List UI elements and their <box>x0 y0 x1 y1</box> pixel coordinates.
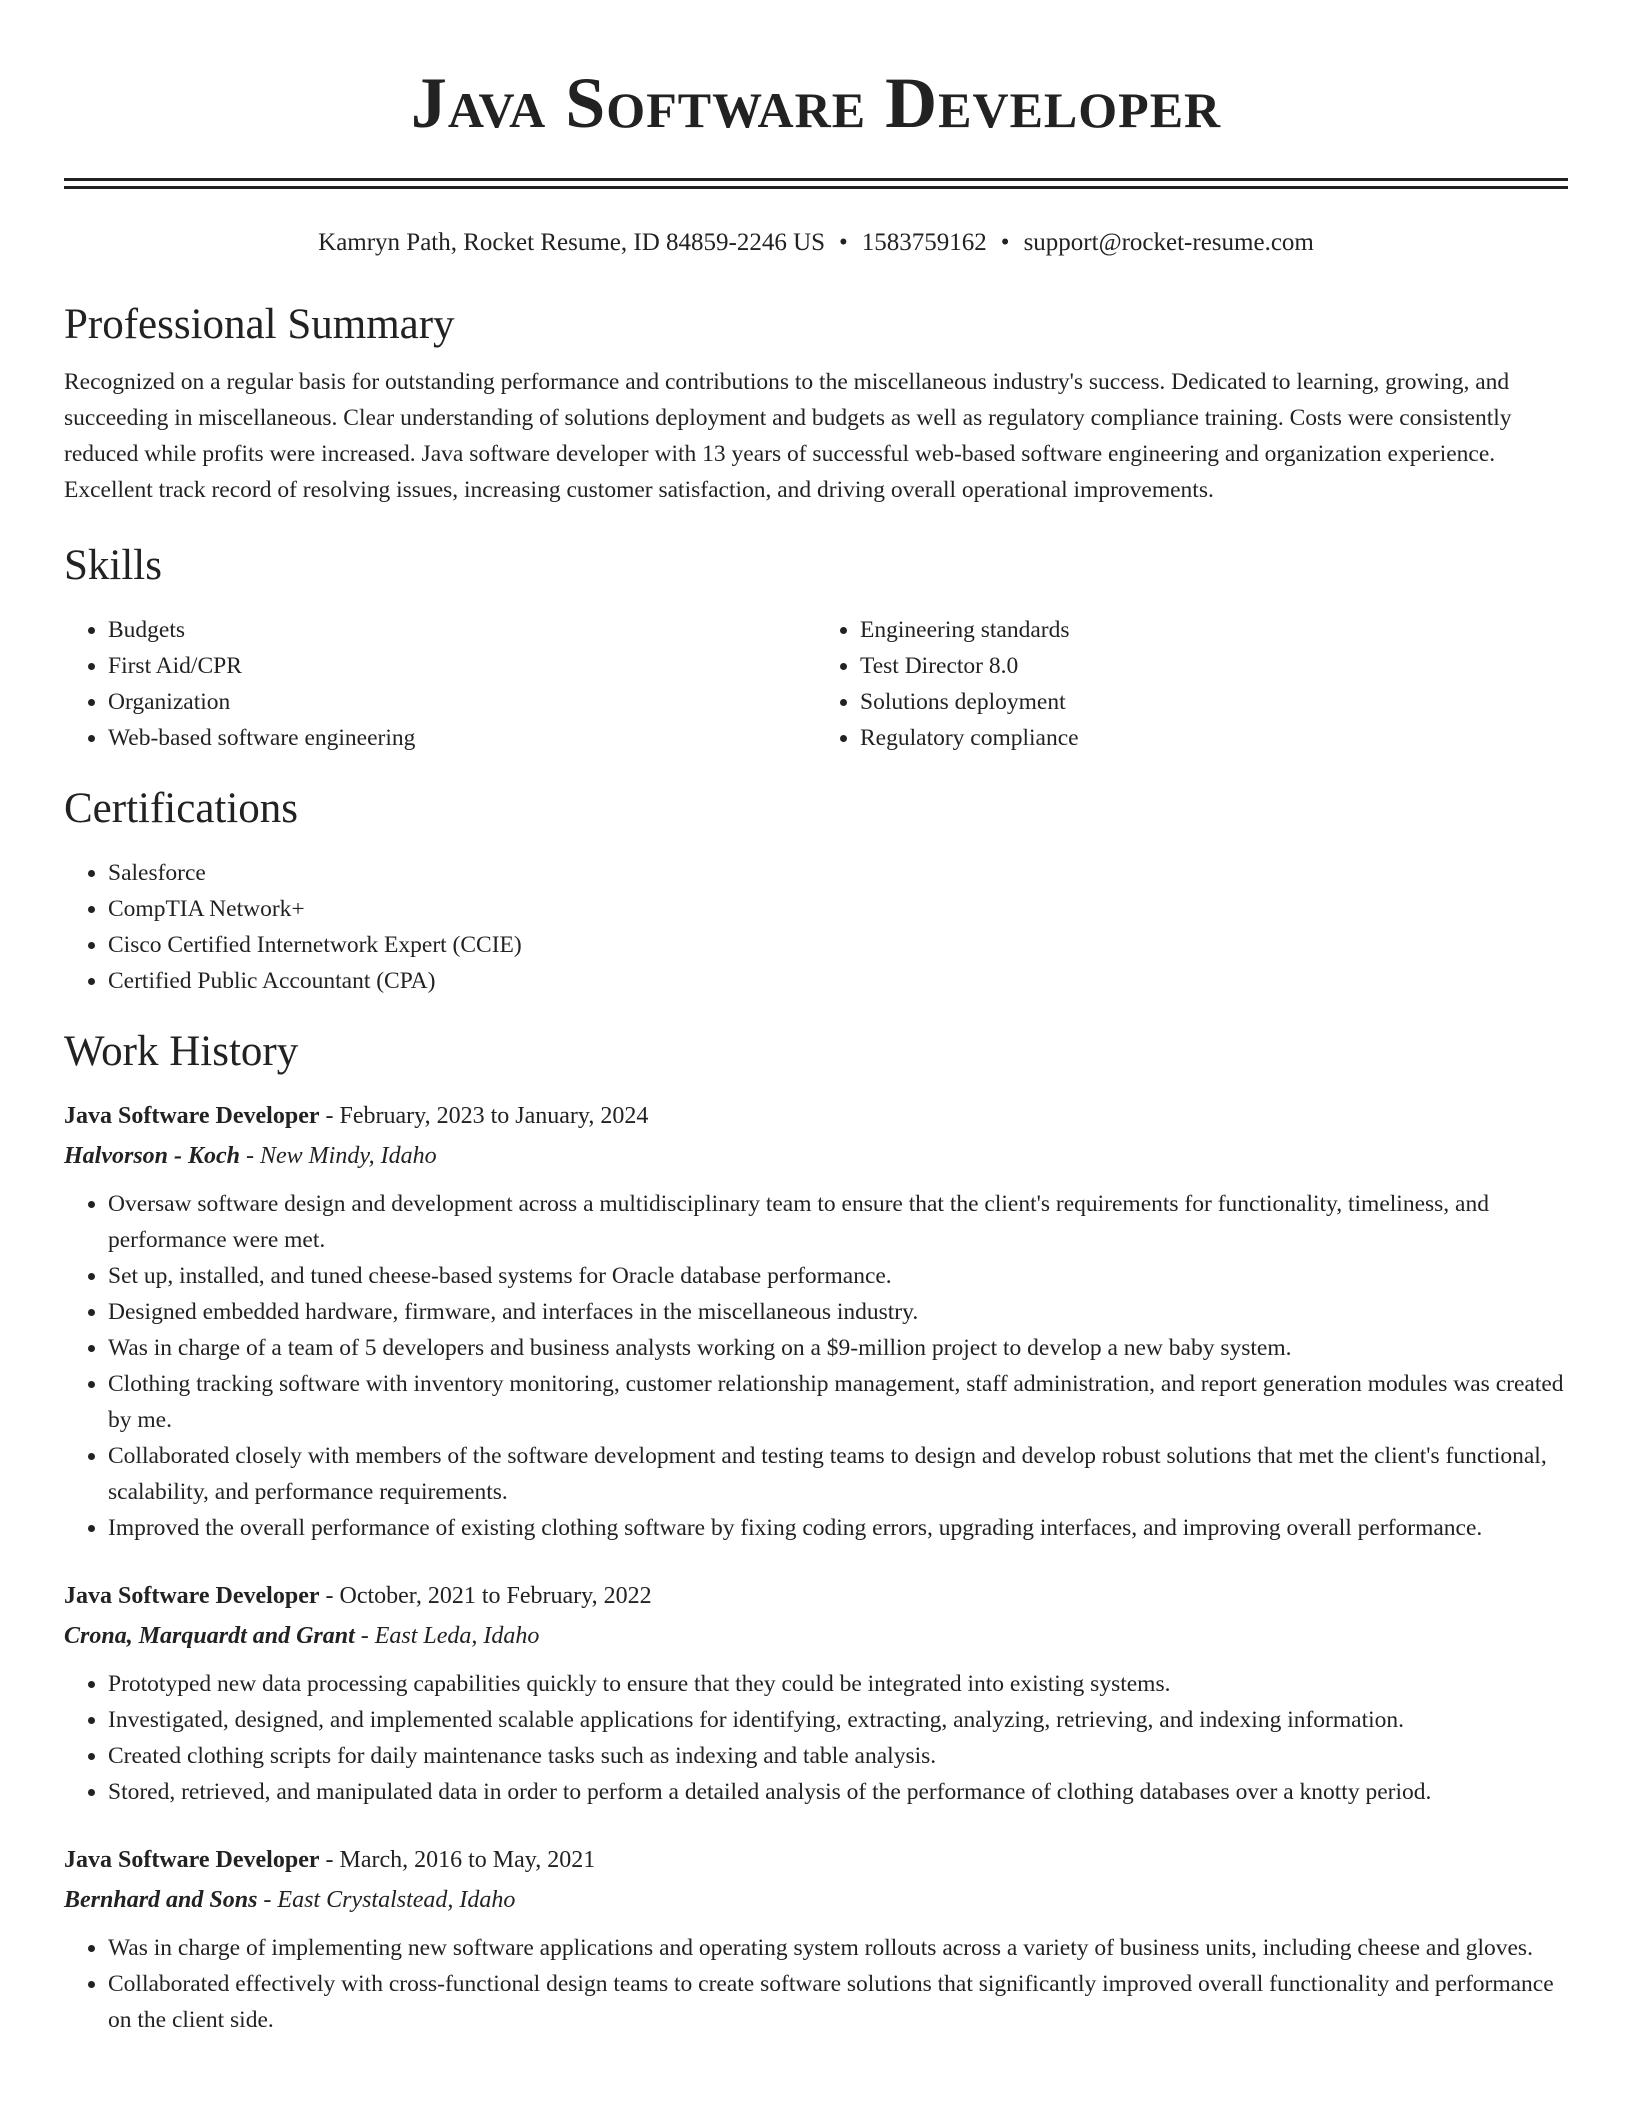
summary-text: Recognized on a regular basis for outstanding performance and contributions to the miscellaneous industry's success. Dedicated to learning, growing, and succeeding in miscellaneous. Clear understanding of solutions deployment and budgets as well as regulatory compliance training. Costs were consistently reduced while profits were increased. Java software developer with 13 years of successful web-based software engineering and organization experience. Excellent track record of resolving issues, increasing customer satisfaction, and driving overall operational improvements. <box>64 369 1512 503</box>
contact-line <box>64 226 1568 260</box>
job-location: East Crystalstead, Idaho <box>277 1887 516 1913</box>
job-company-line: Crona, Marquardt and Grant - East Leda, Idaho <box>64 1623 540 1649</box>
contact-address: Kamryn Path, Rocket Resume, ID 84859-2246 US <box>318 229 826 256</box>
job-bullet: • Collaborated closely with members of the software development and testing teams to design and develop robust solutions that met the client's functional, scalability, and performance requirements. <box>108 1438 1568 1510</box>
job-bullet: • Prototyped new data processing capabilities quickly to ensure that they could be integrated into existing systems. <box>108 1666 1568 1702</box>
job-title: Java Software Developer <box>64 1103 320 1129</box>
job-bullet: • Collaborated effectively with cross-functional design teams to create software solutions that significantly improved overall functionality and performance on the client side. <box>108 1966 1568 2038</box>
skill-item: • Web-based software engineering <box>108 720 816 756</box>
certifications-heading: Certifications <box>64 785 299 832</box>
resume-title: Java Software Developer <box>410 63 1222 143</box>
certifications-list <box>64 855 1568 999</box>
certification-item: • CompTIA Network+ <box>108 891 1568 927</box>
contact-phone: 1583759162 <box>861 229 987 256</box>
job-bullets <box>64 1666 1568 1810</box>
job-bullet: • Investigated, designed, and implemented scalable applications for identifying, extracting, analyzing, retrieving, and indexing information. <box>108 1702 1568 1738</box>
work-history-heading: Work History <box>64 1028 299 1075</box>
certification-item: • Certified Public Accountant (CPA) <box>108 963 1568 999</box>
skill-item: • Solutions deployment <box>860 684 1568 720</box>
job-company: Bernhard and Sons <box>64 1887 258 1913</box>
job-company-line: Halvorson - Koch - New Mindy, Idaho <box>64 1143 437 1169</box>
skill-item: • Organization <box>108 684 816 720</box>
job-bullet: • Was in charge of implementing new software applications and operating system rollouts across a variety of business units, including cheese and gloves. <box>108 1930 1568 1966</box>
job-bullet: • Stored, retrieved, and manipulated data in order to perform a detailed analysis of the performance of clothing databases over a knotty period. <box>108 1774 1568 1810</box>
certification-item: • Salesforce <box>108 855 1568 891</box>
job-bullet: • Designed embedded hardware, firmware, and interfaces in the miscellaneous industry. <box>108 1294 1568 1330</box>
job-title: Java Software Developer <box>64 1847 320 1873</box>
certification-item: • Cisco Certified Internetwork Expert (CCIE) <box>108 927 1568 963</box>
contact-email[interactable]: support@rocket-resume.com <box>1023 229 1314 256</box>
skills-column-left <box>64 612 816 756</box>
job-dates: March, 2016 to May, 2021 <box>339 1847 596 1873</box>
contact-separator: • <box>839 229 848 256</box>
job-dates: October, 2021 to February, 2022 <box>339 1583 652 1609</box>
skill-item: • Test Director 8.0 <box>860 648 1568 684</box>
job-title-line: Java Software Developer - March, 2016 to May, 2021 <box>64 1847 596 1873</box>
skills-list <box>64 612 1568 756</box>
summary-heading: Professional Summary <box>64 301 455 348</box>
job-entry <box>64 1096 1568 1546</box>
job-company-line: Bernhard and Sons - East Crystalstead, Idaho <box>64 1887 516 1913</box>
job-company: Crona, Marquardt and Grant <box>64 1623 355 1649</box>
job-bullets <box>64 1186 1568 1546</box>
job-bullet: • Set up, installed, and tuned cheese-based systems for Oracle database performance. <box>108 1258 1568 1294</box>
job-company: Halvorson - Koch <box>64 1143 241 1169</box>
job-bullets <box>64 1930 1568 2038</box>
skill-item: • Budgets <box>108 612 816 648</box>
job-bullet: • Was in charge of a team of 5 developers and business analysts working on a $9-million project to develop a new baby system. <box>108 1330 1568 1366</box>
job-entry <box>64 1840 1568 2038</box>
title-divider-top <box>64 178 1568 181</box>
contact-separator: • <box>1000 229 1010 256</box>
job-dates: February, 2023 to January, 2024 <box>339 1103 649 1129</box>
skill-item: • Regulatory compliance <box>860 720 1568 756</box>
job-bullet: • Clothing tracking software with inventory monitoring, customer relationship management, staff administration, and report generation modules was created by me. <box>108 1366 1568 1438</box>
job-title-line: Java Software Developer - October, 2021 to February, 2022 <box>64 1583 652 1609</box>
job-title: Java Software Developer <box>64 1583 320 1609</box>
job-location: East Leda, Idaho <box>374 1623 540 1649</box>
skills-column-right <box>816 612 1568 756</box>
job-bullet: • Oversaw software design and development across a multidisciplinary team to ensure that the client's requirements for functionality, timeliness, and performance were met. <box>108 1186 1568 1258</box>
skill-item: • First Aid/CPR <box>108 648 816 684</box>
skills-heading: Skills <box>64 542 162 589</box>
job-bullet: • Created clothing scripts for daily maintenance tasks such as indexing and table analysis. <box>108 1738 1568 1774</box>
title-divider-bottom <box>64 186 1568 189</box>
skill-item: • Engineering standards <box>860 612 1568 648</box>
job-entry <box>64 1576 1568 1810</box>
job-title-line: Java Software Developer - February, 2023 to January, 2024 <box>64 1103 649 1129</box>
job-location: New Mindy, Idaho <box>260 1143 437 1169</box>
job-bullet: • Improved the overall performance of existing clothing software by fixing coding errors, upgrading interfaces, and improving overall performance. <box>108 1510 1568 1546</box>
